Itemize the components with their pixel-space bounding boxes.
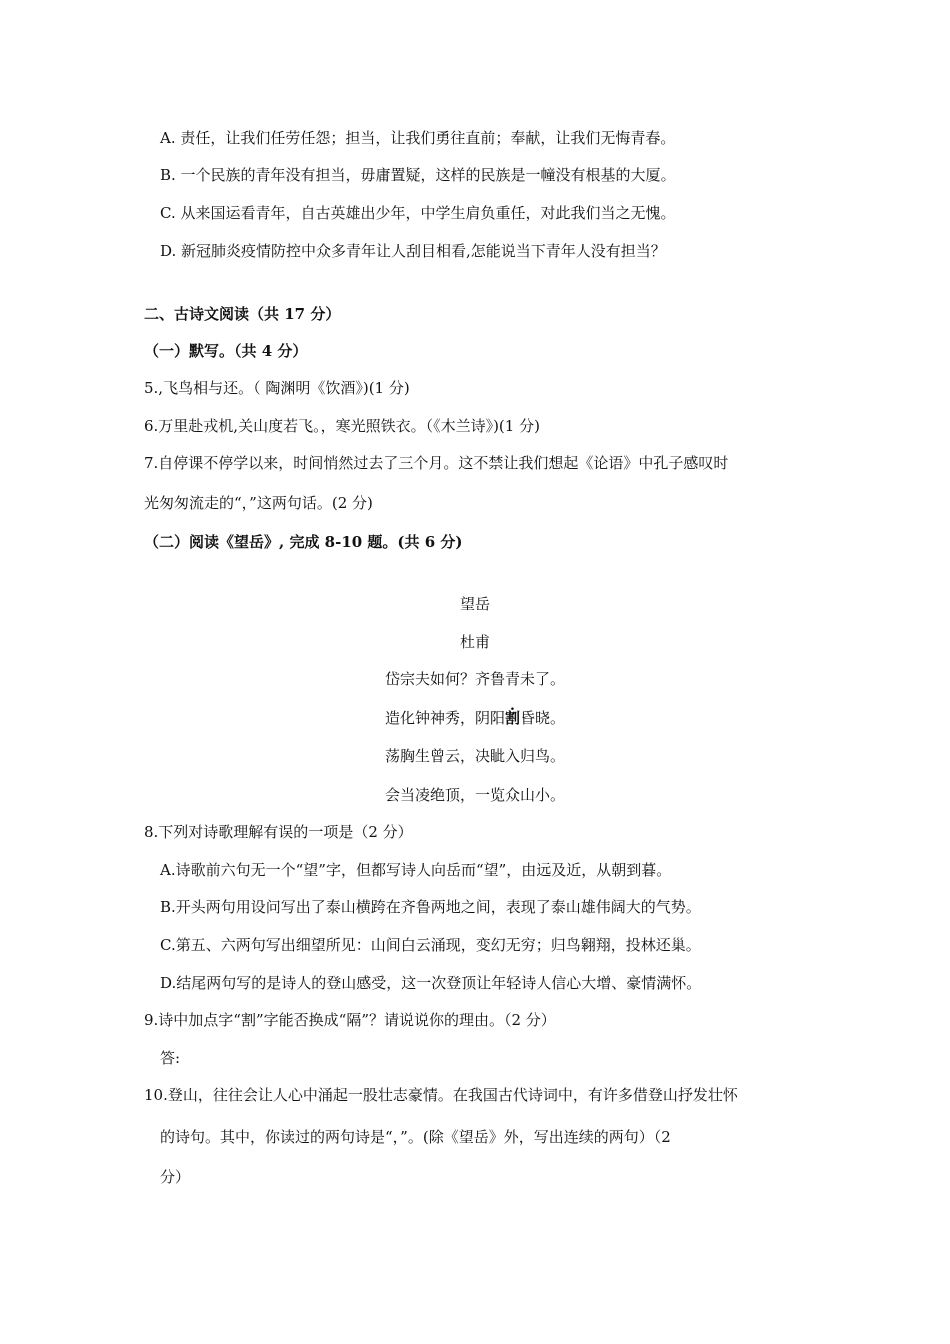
- poem-line-3: 荡胸生曾云，决眦入归鸟。: [384, 747, 565, 765]
- part2-heading: （二）阅读《望岳》, 完成 8-10 题。(共 6 分): [144, 533, 463, 551]
- poem-line-2-end: 昏晓。: [520, 709, 566, 727]
- question-10-line-3: 分）: [160, 1168, 191, 1186]
- q4-option-c: C. 从来国运看青年，自古英雄出少年，中学生肩负重任，对此我们当之无愧。: [160, 204, 676, 222]
- poem-line-1: 岱宗夫如何？齐鲁青未了。: [384, 670, 565, 688]
- q4-option-a: A. 责任，让我们任劳任怨；担当，让我们勇往直前；奉献，让我们无悔青春。: [160, 129, 676, 147]
- emphasized-character: 割: [504, 709, 520, 727]
- question-7-line-2: 光匆匆流走的“，”这两句话。(2 分): [144, 494, 373, 512]
- section-heading: 二、古诗文阅读（共 17 分）: [144, 305, 341, 323]
- q4-option-d: D. 新冠肺炎疫情防控中众多青年让人刮目相看,怎能说当下青年人没有担当？: [160, 242, 666, 260]
- question-10-line-2: 的诗句。其中，你读过的两句诗是“，”。(除《望岳》外，写出连续的两句）（2: [160, 1128, 671, 1146]
- question-7-line-1: 7.自停课不停学以来，时间悄然过去了三个月。这不禁让我们想起《论语》中孔子感叹时: [144, 454, 729, 472]
- poem-title: 望岳: [459, 595, 490, 613]
- poem-author: 杜甫: [459, 633, 490, 651]
- question-10-line-1: 10.登山，往往会让人心中涌起一股壮志豪情。在我国古代诗词中，有许多借登山抒发壮怀: [144, 1086, 738, 1104]
- poem-line-2-start: 造化钟神秀，阴阳: [384, 709, 505, 727]
- question-8-option-b: B.开头两句用设问写出了泰山横跨在齐鲁两地之间，表现了泰山雄伟阔大的气势。: [160, 898, 701, 916]
- part1-heading: （一）默写。（共 4 分）: [144, 342, 308, 360]
- question-8-option-d: D.结尾两句写的是诗人的登山感受，这一次登顶让年轻诗人信心大增、豪情满怀。: [160, 974, 702, 992]
- question-9-stem: 9.诗中加点字“割”字能否换成“隔”？请说说你的理由。（2 分）: [144, 1011, 556, 1029]
- question-8-stem: 8.下列对诗歌理解有误的一项是（2 分）: [144, 823, 413, 841]
- question-9-answer-label: 答:: [160, 1049, 181, 1067]
- question-6: 6.万里赴戎机,关山度若飞。，寒光照铁衣。（《木兰诗》)(1 分): [144, 417, 540, 435]
- question-8-option-a: A.诗歌前六句无一个“望”字，但都写诗人向岳而“望”，由远及近，从朝到暮。: [160, 861, 672, 879]
- poem-line-4: 会当凌绝顶，一览众山小。: [384, 786, 565, 804]
- q4-option-b: B. 一个民族的青年没有担当，毋庸置疑，这样的民族是一幢没有根基的大厦。: [160, 166, 676, 184]
- question-8-option-c: C.第五、六两句写出细望所见：山间白云涌现，变幻无穷；归鸟翱翔，投林还巢。: [160, 936, 701, 954]
- poem-line-2: [0, 708, 950, 728]
- question-5: 5.,飞鸟相与还。（ 陶渊明《饮酒》)(1 分): [144, 379, 410, 397]
